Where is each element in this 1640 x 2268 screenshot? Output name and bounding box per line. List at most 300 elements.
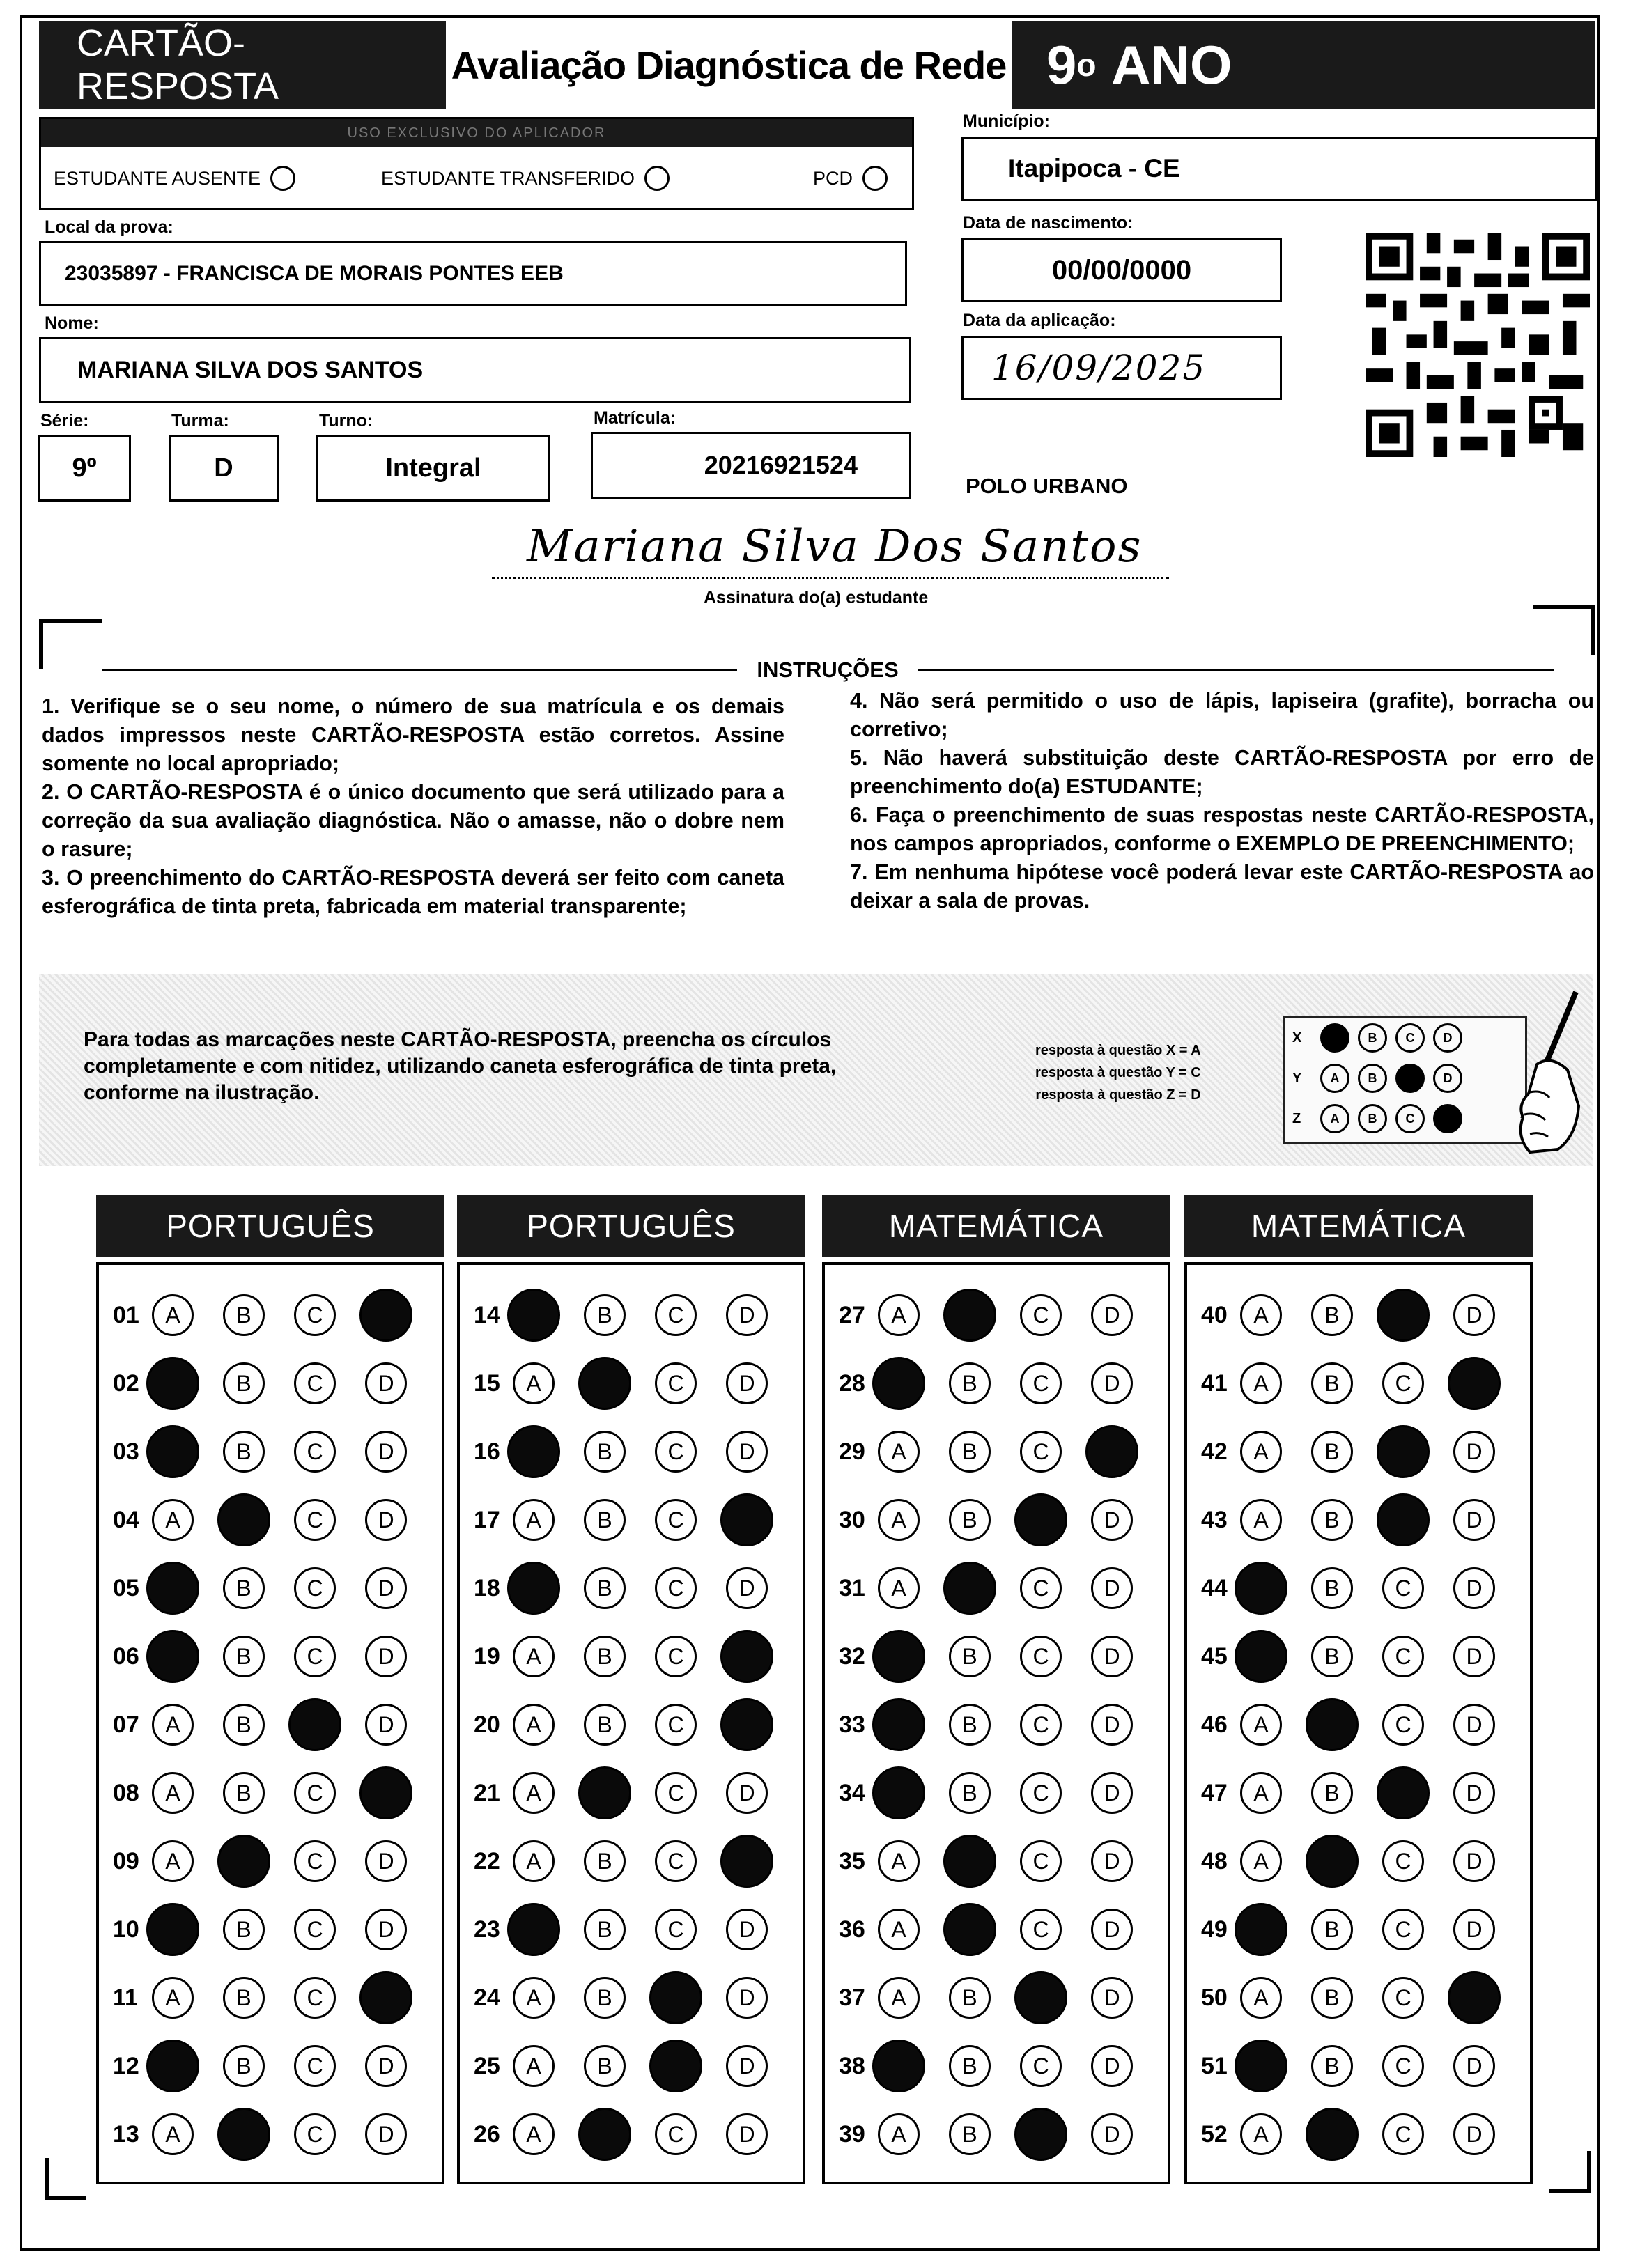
answer-bubble[interactable]: C: [1020, 1704, 1062, 1746]
question-number: 05: [113, 1574, 139, 1601]
answer-bubble[interactable]: C: [655, 1909, 697, 1950]
question-row: [839, 1704, 1162, 1746]
answer-bubble[interactable]: D: [1453, 2113, 1495, 2155]
answer-bubble-filled[interactable]: [217, 1493, 270, 1546]
answer-bubble[interactable]: B: [584, 1909, 626, 1950]
question-number: 42: [1201, 1438, 1228, 1465]
answer-bubble[interactable]: D: [365, 1431, 407, 1473]
answer-bubble[interactable]: C: [294, 1772, 336, 1814]
answer-bubble[interactable]: D: [726, 1294, 768, 1336]
answer-bubble-filled[interactable]: [943, 1289, 996, 1342]
answer-bubble-filled[interactable]: [146, 1425, 199, 1478]
answer-bubble[interactable]: B: [1311, 2045, 1353, 2087]
nome-field: MARIANA SILVA DOS SANTOS: [39, 337, 911, 403]
answer-bubble-filled[interactable]: [1085, 1425, 1138, 1478]
pcd-label: PCD: [813, 167, 853, 189]
answer-bubble[interactable]: D: [365, 2045, 407, 2087]
answer-bubble-filled[interactable]: [1306, 1698, 1359, 1751]
question-row: [113, 1567, 436, 1609]
answer-bubble-filled[interactable]: [146, 1903, 199, 1956]
example-key: resposta à questão Z = D: [1035, 1087, 1201, 1103]
answer-bubble-filled[interactable]: [146, 2040, 199, 2092]
instruction-item: 2. O CARTÃO-RESPOSTA é o único documento que será utilizado para a correção da sua avaliação diagnóstica. Não o amasse, não o dobre nem o rasure;: [42, 780, 784, 861]
answer-bubble[interactable]: B: [223, 2045, 265, 2087]
matricula-field: 20216921524: [591, 432, 911, 499]
answer-bubble[interactable]: D: [726, 1362, 768, 1404]
answer-bubble[interactable]: C: [655, 2113, 697, 2155]
question-number: 24: [474, 1984, 500, 2011]
answer-bubble[interactable]: D: [1091, 2045, 1133, 2087]
answer-bubble[interactable]: D: [365, 1840, 407, 1882]
corner-mark-bottom-left: [45, 2158, 86, 2200]
answer-bubble[interactable]: C: [655, 1636, 697, 1677]
answer-bubble[interactable]: D: [365, 1636, 407, 1677]
question-number: 13: [113, 2120, 139, 2147]
answer-bubble[interactable]: D: [1091, 1636, 1133, 1677]
question-row: [1201, 2113, 1524, 2155]
answer-bubble[interactable]: B: [1311, 1499, 1353, 1541]
question-row: [1201, 1294, 1524, 1336]
answer-bubble[interactable]: C: [1020, 1567, 1062, 1609]
answer-bubble[interactable]: B: [223, 1977, 265, 2019]
question-row: [113, 1772, 436, 1814]
answer-bubble-filled[interactable]: [943, 1562, 996, 1615]
answer-bubble[interactable]: B: [1311, 1772, 1353, 1814]
turno-field: Integral: [316, 435, 550, 502]
answer-bubble[interactable]: C: [1020, 1909, 1062, 1950]
question-row: [839, 1431, 1162, 1473]
answer-bubble[interactable]: D: [1091, 1840, 1133, 1882]
answer-bubble[interactable]: B: [584, 1840, 626, 1882]
question-number: 16: [474, 1438, 500, 1465]
filling-example: [39, 974, 1593, 1166]
answer-bubble[interactable]: C: [1382, 2113, 1424, 2155]
transferred-option[interactable]: [381, 166, 813, 191]
answer-bubble-filled[interactable]: [649, 2040, 702, 2092]
question-number: 26: [474, 2120, 500, 2147]
answer-bubble[interactable]: B: [584, 1567, 626, 1609]
answer-bubble[interactable]: C: [1382, 1840, 1424, 1882]
answer-bubble[interactable]: B: [1311, 1431, 1353, 1473]
example-bubble: D: [1433, 1064, 1462, 1093]
answer-bubble[interactable]: A: [152, 1840, 194, 1882]
question-row: [839, 1567, 1162, 1609]
question-row: [839, 1294, 1162, 1336]
answer-bubble[interactable]: A: [1240, 1704, 1282, 1746]
answer-bubble-filled[interactable]: [1377, 1425, 1430, 1478]
answer-bubble[interactable]: D: [1453, 1294, 1495, 1336]
answer-bubble[interactable]: C: [1382, 1977, 1424, 2019]
answer-bubble[interactable]: B: [223, 1294, 265, 1336]
example-bubble: C: [1395, 1023, 1425, 1053]
answer-bubble[interactable]: C: [1382, 1636, 1424, 1677]
answer-bubble-filled[interactable]: [507, 1425, 560, 1478]
answer-bubble-filled[interactable]: [720, 1835, 773, 1888]
absent-circle[interactable]: [270, 166, 295, 191]
answer-bubble[interactable]: A: [878, 1499, 920, 1541]
answer-bubble[interactable]: D: [1091, 2113, 1133, 2155]
question-row: [1201, 1362, 1524, 1404]
transferred-label: ESTUDANTE TRANSFERIDO: [381, 167, 635, 189]
answer-bubble[interactable]: B: [584, 1294, 626, 1336]
answer-bubble[interactable]: B: [949, 2113, 991, 2155]
answer-bubble[interactable]: A: [1240, 1840, 1282, 1882]
answer-bubble[interactable]: C: [1020, 1840, 1062, 1882]
answer-bubble[interactable]: C: [1020, 1431, 1062, 1473]
answer-bubble[interactable]: A: [513, 1499, 555, 1541]
answer-bubble-filled[interactable]: [217, 1835, 270, 1888]
answer-bubble[interactable]: D: [1453, 1431, 1495, 1473]
answer-bubble[interactable]: A: [152, 2113, 194, 2155]
signature-line: [492, 577, 1169, 579]
answer-bubble[interactable]: A: [878, 1567, 920, 1609]
example-row: [1285, 1018, 1525, 1058]
answer-bubble[interactable]: B: [223, 1636, 265, 1677]
answer-bubble[interactable]: D: [365, 2113, 407, 2155]
answer-bubble[interactable]: C: [294, 2113, 336, 2155]
answer-bubble[interactable]: D: [365, 1567, 407, 1609]
answer-bubble[interactable]: C: [294, 1636, 336, 1677]
answer-bubble[interactable]: D: [1453, 2045, 1495, 2087]
answer-bubble[interactable]: D: [1091, 1704, 1133, 1746]
answer-bubble-filled[interactable]: [720, 1698, 773, 1751]
answer-bubble[interactable]: B: [223, 1567, 265, 1609]
answer-bubble-filled[interactable]: [872, 2040, 925, 2092]
answer-bubble[interactable]: B: [949, 1499, 991, 1541]
question-number: 22: [474, 1847, 500, 1874]
question-row: [1201, 1909, 1524, 1950]
answer-bubble[interactable]: C: [1020, 1636, 1062, 1677]
question-number: 09: [113, 1847, 139, 1874]
answer-bubble[interactable]: C: [294, 1567, 336, 1609]
answer-bubble[interactable]: C: [294, 2045, 336, 2087]
answer-bubble[interactable]: B: [949, 2045, 991, 2087]
answer-bubble[interactable]: B: [1311, 1294, 1353, 1336]
answer-bubble[interactable]: B: [949, 1431, 991, 1473]
question-number: 23: [474, 1916, 500, 1943]
example-bubble: D: [1433, 1023, 1462, 1053]
answer-bubble[interactable]: B: [584, 1499, 626, 1541]
answer-bubble[interactable]: D: [1453, 1840, 1495, 1882]
subject-header: MATEMÁTICA: [1184, 1195, 1533, 1257]
answer-bubble-filled[interactable]: [217, 2108, 270, 2161]
answer-bubble[interactable]: C: [1382, 1909, 1424, 1950]
answer-bubble[interactable]: B: [584, 1431, 626, 1473]
answer-bubble[interactable]: A: [1240, 1431, 1282, 1473]
question-row: [474, 1567, 797, 1609]
grade-word: ANO: [1111, 33, 1232, 95]
answer-bubble[interactable]: D: [726, 1567, 768, 1609]
question-number: 07: [113, 1711, 139, 1738]
question-number: 44: [1201, 1574, 1228, 1601]
answer-bubble[interactable]: D: [1453, 1772, 1495, 1814]
answer-bubble-filled[interactable]: [1377, 1493, 1430, 1546]
question-row: [113, 1636, 436, 1677]
question-row: [113, 1499, 436, 1541]
question-number: 50: [1201, 1984, 1228, 2011]
answer-bubble[interactable]: C: [1382, 1567, 1424, 1609]
answer-bubble[interactable]: C: [294, 1840, 336, 1882]
answer-bubble[interactable]: A: [1240, 1499, 1282, 1541]
answer-bubble[interactable]: D: [1091, 1772, 1133, 1814]
question-number: 25: [474, 2052, 500, 2079]
question-row: [474, 1294, 797, 1336]
answer-bubble-filled[interactable]: [1235, 2040, 1287, 2092]
signature-caption: Assinatura do(a) estudante: [704, 588, 929, 607]
answer-bubble-filled[interactable]: [1306, 2108, 1359, 2161]
instruction-item: 3. O preenchimento do CARTÃO-RESPOSTA deverá ser feito com caneta esferográfica de tinta preta, fabricada em material transparente;: [42, 866, 784, 918]
answer-bubble-filled[interactable]: [146, 1357, 199, 1410]
answer-bubble[interactable]: D: [1453, 1567, 1495, 1609]
answer-bubble-filled[interactable]: [872, 1766, 925, 1819]
answer-bubble[interactable]: B: [223, 1772, 265, 1814]
answer-bubble[interactable]: D: [365, 1362, 407, 1404]
answer-bubble[interactable]: B: [1311, 1909, 1353, 1950]
answer-bubble[interactable]: A: [513, 2045, 555, 2087]
answer-bubble[interactable]: C: [294, 1431, 336, 1473]
answer-bubble-filled[interactable]: [1235, 1903, 1287, 1956]
answer-bubble-filled[interactable]: [943, 1903, 996, 1956]
answer-bubble-filled[interactable]: [1014, 1493, 1067, 1546]
answer-bubble[interactable]: D: [726, 1977, 768, 2019]
answer-bubble[interactable]: D: [726, 2045, 768, 2087]
answer-bubble[interactable]: A: [513, 1636, 555, 1677]
answer-bubble-filled[interactable]: [1014, 1971, 1067, 2024]
answer-bubble-filled[interactable]: [943, 1835, 996, 1888]
question-number: 18: [474, 1574, 500, 1601]
question-row: [1201, 1772, 1524, 1814]
answer-bubble[interactable]: C: [655, 1840, 697, 1882]
answer-bubble[interactable]: A: [1240, 1294, 1282, 1336]
answer-bubble[interactable]: A: [878, 1909, 920, 1950]
answer-bubble[interactable]: B: [223, 1909, 265, 1950]
answer-bubble[interactable]: B: [949, 1772, 991, 1814]
answer-bubble[interactable]: C: [1382, 2045, 1424, 2087]
answer-bubble[interactable]: A: [513, 1840, 555, 1882]
question-number: 37: [839, 1984, 865, 2011]
subject-header: PORTUGUÊS: [457, 1195, 805, 1257]
answer-bubble[interactable]: D: [726, 1431, 768, 1473]
question-row: [113, 1909, 436, 1950]
question-row: [113, 2045, 436, 2087]
answer-bubble[interactable]: C: [1020, 1294, 1062, 1336]
answer-bubble[interactable]: A: [152, 1772, 194, 1814]
answer-bubble-filled[interactable]: [872, 1698, 925, 1751]
answer-bubble[interactable]: C: [655, 1362, 697, 1404]
answer-bubble-filled[interactable]: [288, 1698, 341, 1751]
answer-bubble[interactable]: D: [365, 1704, 407, 1746]
answer-bubble[interactable]: B: [1311, 1362, 1353, 1404]
answer-bubble[interactable]: C: [1382, 1362, 1424, 1404]
answer-bubble-filled[interactable]: [1377, 1766, 1430, 1819]
answer-bubble[interactable]: B: [949, 1362, 991, 1404]
answer-bubble[interactable]: C: [1382, 1704, 1424, 1746]
answer-bubble[interactable]: B: [584, 2045, 626, 2087]
answer-bubble[interactable]: D: [726, 1772, 768, 1814]
answer-bubble[interactable]: D: [365, 1499, 407, 1541]
answer-bubble[interactable]: D: [1453, 1499, 1495, 1541]
aplicacao-field: 16/09/2025: [961, 336, 1282, 400]
answer-bubble[interactable]: C: [1020, 1772, 1062, 1814]
answer-bubble[interactable]: C: [655, 1772, 697, 1814]
question-number: 12: [113, 2052, 139, 2079]
answer-bubble[interactable]: A: [1240, 2113, 1282, 2155]
transferred-circle[interactable]: [644, 166, 670, 191]
answer-bubble[interactable]: A: [513, 1362, 555, 1404]
question-number: 06: [113, 1642, 139, 1670]
answer-bubble[interactable]: A: [152, 1294, 194, 1336]
answer-bubble-filled[interactable]: [1448, 1357, 1501, 1410]
answer-bubble[interactable]: C: [294, 1294, 336, 1336]
question-row: [474, 1909, 797, 1950]
turma-label: Turma:: [171, 411, 229, 430]
answer-bubble[interactable]: C: [1020, 2045, 1062, 2087]
instruction-item: 4. Não será permitido o uso de lápis, lapiseira (grafite), borracha ou corretivo;: [850, 689, 1594, 741]
answer-bubble-filled[interactable]: [507, 1903, 560, 1956]
answer-bubble-filled[interactable]: [146, 1630, 199, 1683]
question-row: [474, 1431, 797, 1473]
answer-bubble[interactable]: C: [294, 1499, 336, 1541]
answer-bubble-filled[interactable]: [146, 1562, 199, 1615]
qr-code-icon: [1366, 233, 1590, 457]
answer-bubble[interactable]: A: [1240, 1362, 1282, 1404]
question-number: 39: [839, 2120, 865, 2147]
question-number: 21: [474, 1779, 500, 1806]
answer-bubble[interactable]: B: [223, 1431, 265, 1473]
answer-bubble-filled[interactable]: [507, 1289, 560, 1342]
answer-bubble[interactable]: C: [294, 1362, 336, 1404]
answer-bubble[interactable]: A: [878, 1977, 920, 2019]
question-row: [113, 1704, 436, 1746]
example-row: [1285, 1098, 1525, 1139]
answer-bubble[interactable]: A: [152, 1977, 194, 2019]
answer-bubble-filled[interactable]: [720, 1493, 773, 1546]
example-row-label: Y: [1292, 1070, 1302, 1086]
answer-bubble[interactable]: D: [1453, 1636, 1495, 1677]
answer-bubble[interactable]: D: [1453, 1704, 1495, 1746]
answer-bubble[interactable]: A: [513, 2113, 555, 2155]
question-row: [474, 1840, 797, 1882]
answer-bubble[interactable]: D: [1091, 1909, 1133, 1950]
answer-bubble-filled[interactable]: [578, 2108, 631, 2161]
hand-pen-icon: [1509, 988, 1586, 1155]
answer-bubble-filled[interactable]: [872, 1357, 925, 1410]
answer-bubble[interactable]: B: [949, 1977, 991, 2019]
answer-bubble[interactable]: D: [1091, 1567, 1133, 1609]
pcd-option[interactable]: [813, 166, 888, 191]
question-number: 15: [474, 1369, 500, 1397]
answer-bubble[interactable]: B: [584, 1636, 626, 1677]
answer-bubble[interactable]: D: [726, 2113, 768, 2155]
answer-bubble-filled[interactable]: [1235, 1562, 1287, 1615]
question-number: 32: [839, 1642, 865, 1670]
question-row: [839, 1772, 1162, 1814]
answer-bubble[interactable]: A: [152, 1704, 194, 1746]
answer-bubble[interactable]: C: [655, 1294, 697, 1336]
answer-bubble[interactable]: D: [365, 1909, 407, 1950]
answer-bubble-filled[interactable]: [359, 1971, 412, 2024]
answer-bubble[interactable]: A: [878, 2113, 920, 2155]
answer-bubble[interactable]: B: [223, 1362, 265, 1404]
answer-bubble[interactable]: C: [655, 1499, 697, 1541]
question-row: [839, 1840, 1162, 1882]
answer-bubble-filled[interactable]: [1014, 2108, 1067, 2161]
question-number: 51: [1201, 2052, 1228, 2079]
answer-bubble[interactable]: C: [655, 1431, 697, 1473]
answer-bubble-filled[interactable]: [1377, 1289, 1430, 1342]
answer-bubble[interactable]: D: [1091, 1362, 1133, 1404]
answer-bubble-filled[interactable]: [578, 1766, 631, 1819]
answer-bubble-filled[interactable]: [649, 1971, 702, 2024]
question-number: 11: [113, 1984, 138, 2011]
question-number: 38: [839, 2052, 865, 2079]
answer-bubble[interactable]: B: [584, 1977, 626, 2019]
answer-bubble[interactable]: D: [726, 1909, 768, 1950]
answer-bubble[interactable]: A: [513, 1704, 555, 1746]
answer-bubble[interactable]: A: [878, 1840, 920, 1882]
answer-bubble[interactable]: A: [1240, 1772, 1282, 1814]
answer-bubble[interactable]: A: [513, 1977, 555, 2019]
answer-column: [1184, 1262, 1533, 2184]
answer-bubble-filled[interactable]: [1235, 1630, 1287, 1683]
answer-bubble-filled[interactable]: [1306, 1835, 1359, 1888]
answer-bubble[interactable]: C: [1020, 1362, 1062, 1404]
answer-bubble-filled[interactable]: [359, 1766, 412, 1819]
answer-bubble[interactable]: D: [1453, 1909, 1495, 1950]
pcd-circle[interactable]: [862, 166, 888, 191]
answer-bubble[interactable]: B: [1311, 1567, 1353, 1609]
answer-bubble[interactable]: B: [584, 1704, 626, 1746]
nome-label: Nome:: [45, 313, 99, 333]
answer-bubble[interactable]: C: [294, 1977, 336, 2019]
answer-bubble-filled[interactable]: [720, 1630, 773, 1683]
answer-bubble[interactable]: B: [1311, 1636, 1353, 1677]
question-number: 19: [474, 1642, 500, 1670]
answer-bubble[interactable]: B: [949, 1636, 991, 1677]
example-bubble: B: [1358, 1104, 1387, 1133]
answer-bubble-filled[interactable]: [872, 1630, 925, 1683]
answer-bubble-filled[interactable]: [1448, 1971, 1501, 2024]
example-bubble: C: [1395, 1104, 1425, 1133]
question-number: 03: [113, 1438, 139, 1465]
answer-bubble[interactable]: C: [655, 1704, 697, 1746]
answer-bubble[interactable]: B: [1311, 1977, 1353, 2019]
turno-label: Turno:: [319, 411, 373, 430]
answer-bubble[interactable]: B: [223, 1704, 265, 1746]
answer-bubble[interactable]: D: [1091, 1977, 1133, 2019]
nascimento-label: Data de nascimento:: [963, 213, 1134, 233]
answer-bubble[interactable]: D: [1091, 1294, 1133, 1336]
answer-bubble[interactable]: D: [1091, 1499, 1133, 1541]
answer-bubble-filled[interactable]: [507, 1562, 560, 1615]
question-number: 36: [839, 1916, 865, 1943]
answer-bubble[interactable]: C: [294, 1909, 336, 1950]
question-row: [113, 1362, 436, 1404]
question-number: 34: [839, 1779, 865, 1806]
answer-bubble-filled[interactable]: [578, 1357, 631, 1410]
answer-bubble[interactable]: A: [1240, 1977, 1282, 2019]
answer-bubble[interactable]: A: [878, 1294, 920, 1336]
answer-bubble-filled[interactable]: [359, 1289, 412, 1342]
answer-bubble[interactable]: A: [152, 1499, 194, 1541]
question-row: [839, 1977, 1162, 2019]
answer-bubble[interactable]: B: [949, 1704, 991, 1746]
answer-bubble[interactable]: A: [878, 1431, 920, 1473]
absent-option[interactable]: [54, 166, 381, 191]
answer-bubble[interactable]: A: [513, 1772, 555, 1814]
answer-bubble[interactable]: C: [655, 1567, 697, 1609]
example-bubble: B: [1358, 1023, 1387, 1053]
